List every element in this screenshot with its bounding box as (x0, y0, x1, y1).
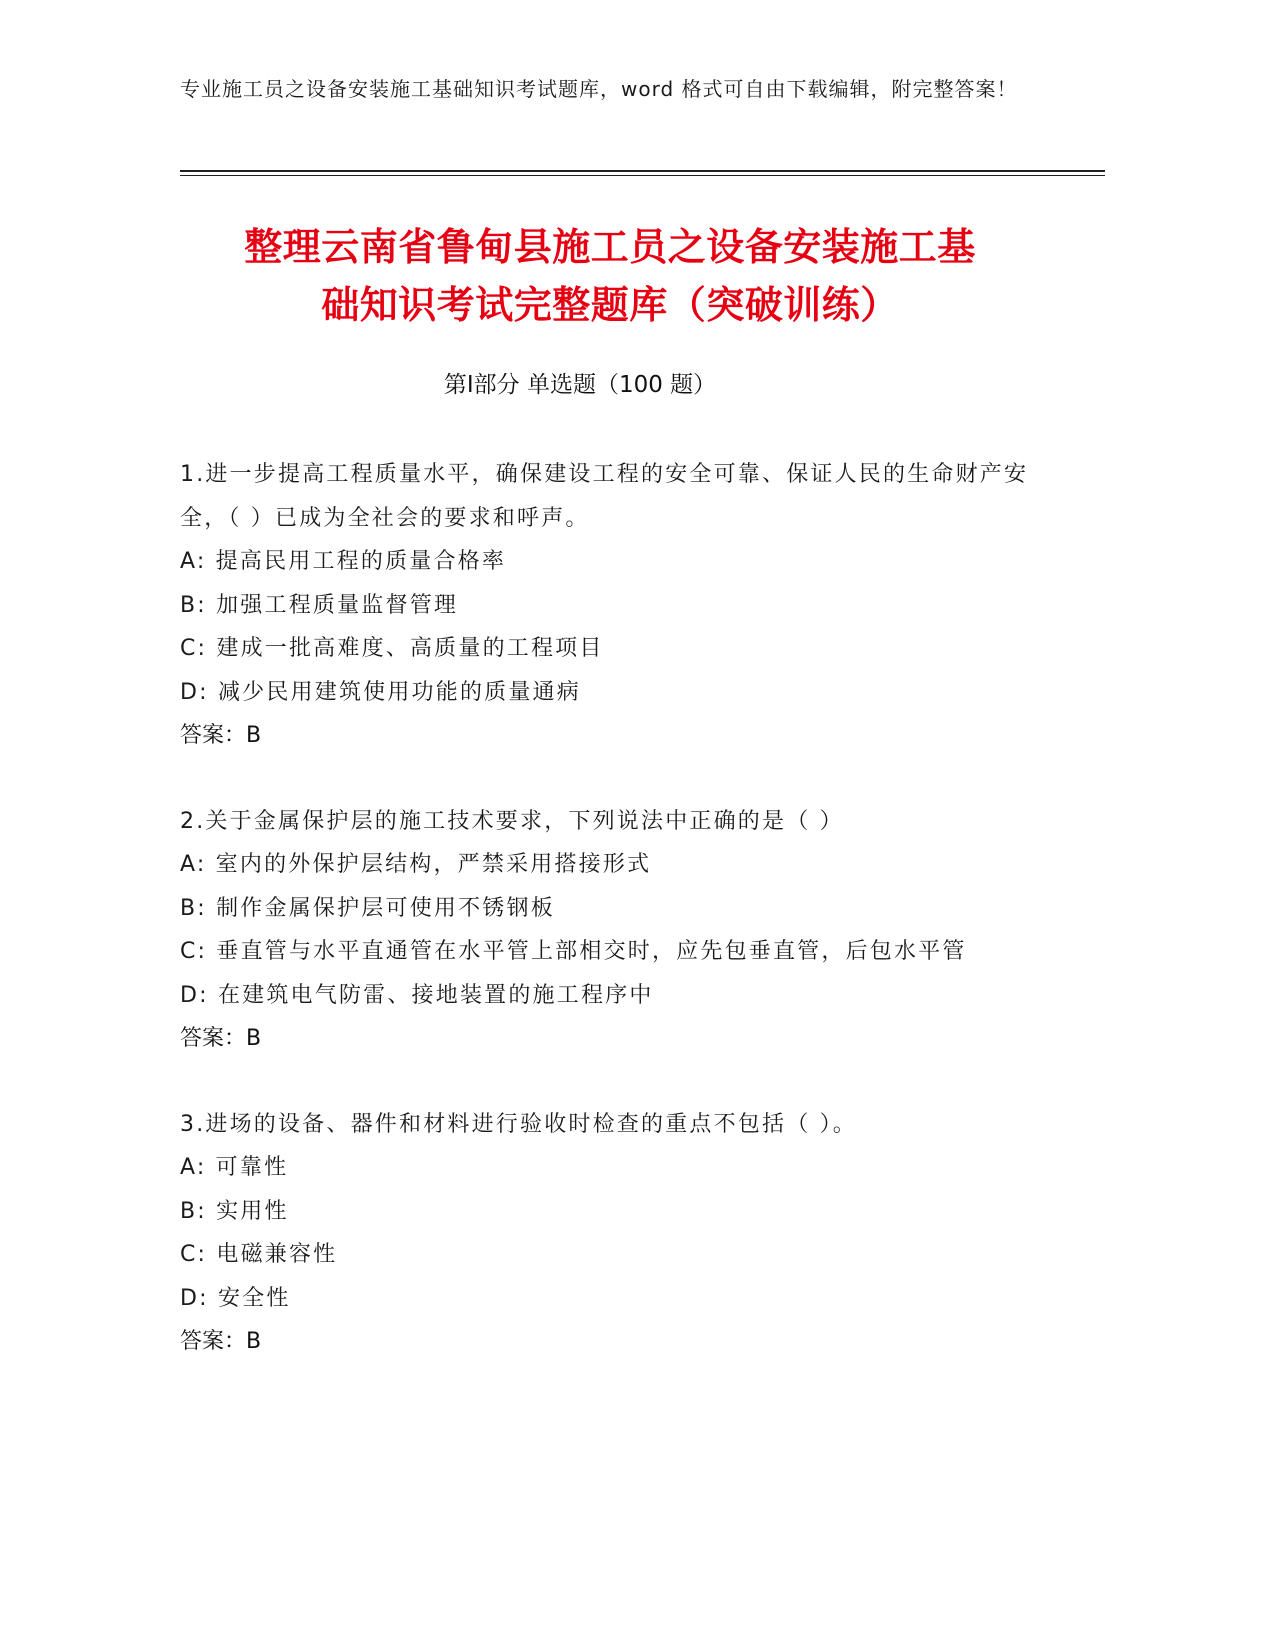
option-a: A: 室内的外保护层结构，严禁采用搭接形式 (180, 852, 652, 877)
option-d: D: 安全性 (180, 1285, 291, 1311)
answer: 答案：B (180, 723, 262, 748)
option-c: C: 建成一批高难度、高质量的工程项目 (180, 636, 604, 661)
option-d: D: 减少民用建筑使用功能的质量通病 (180, 679, 581, 705)
option-a: A: 提高民用工程的质量合格率 (180, 549, 507, 574)
answer: 答案：B (180, 1026, 262, 1051)
option-b: B: 制作金属保护层可使用不锈钢板 (180, 895, 555, 921)
header-divider-thin (180, 175, 1105, 176)
question-stem: 2.关于金属保护层的施工技术要求，下列说法中正确的是（ ） (180, 808, 844, 834)
header-divider-thick (180, 170, 1105, 172)
document-title (160, 218, 1060, 334)
option-b: B: 实用性 (180, 1198, 289, 1224)
title-line: 础知识考试完整题库（突破训练） (321, 283, 899, 327)
question-list (180, 453, 1030, 1406)
answer: 答案：B (180, 1329, 262, 1354)
option-c: C: 垂直管与水平直通管在水平管上部相交时，应先包垂直管，后包水平管 (180, 939, 967, 964)
question-stem: 3.进场的设备、器件和材料进行验收时检查的重点不包括（ ）。 (180, 1111, 857, 1137)
question-item (180, 800, 1030, 1061)
question-item (180, 1103, 1030, 1364)
option-a: A: 可靠性 (180, 1155, 289, 1180)
question-item (180, 453, 1030, 758)
option-c: C: 电磁兼容性 (180, 1242, 338, 1267)
question-stem: 1.进一步提高工程质量水平，确保建设工程的安全可靠、保证人民的生命财产安全，（ ）已成为全社会的要求和呼声。 (180, 462, 1029, 531)
section-title: 第Ⅰ部分 单选题（100 题） (443, 372, 717, 398)
header-note: 专业施工员之设备安装施工基础知识考试题库，word 格式可自由下载编辑，附完整答案！ (180, 77, 1018, 101)
option-d: D: 在建筑电气防雷、接地装置的施工程序中 (180, 982, 654, 1008)
option-b: B: 加强工程质量监督管理 (180, 592, 459, 618)
title-line: 整理云南省鲁甸县施工员之设备安装施工基 (244, 225, 976, 269)
